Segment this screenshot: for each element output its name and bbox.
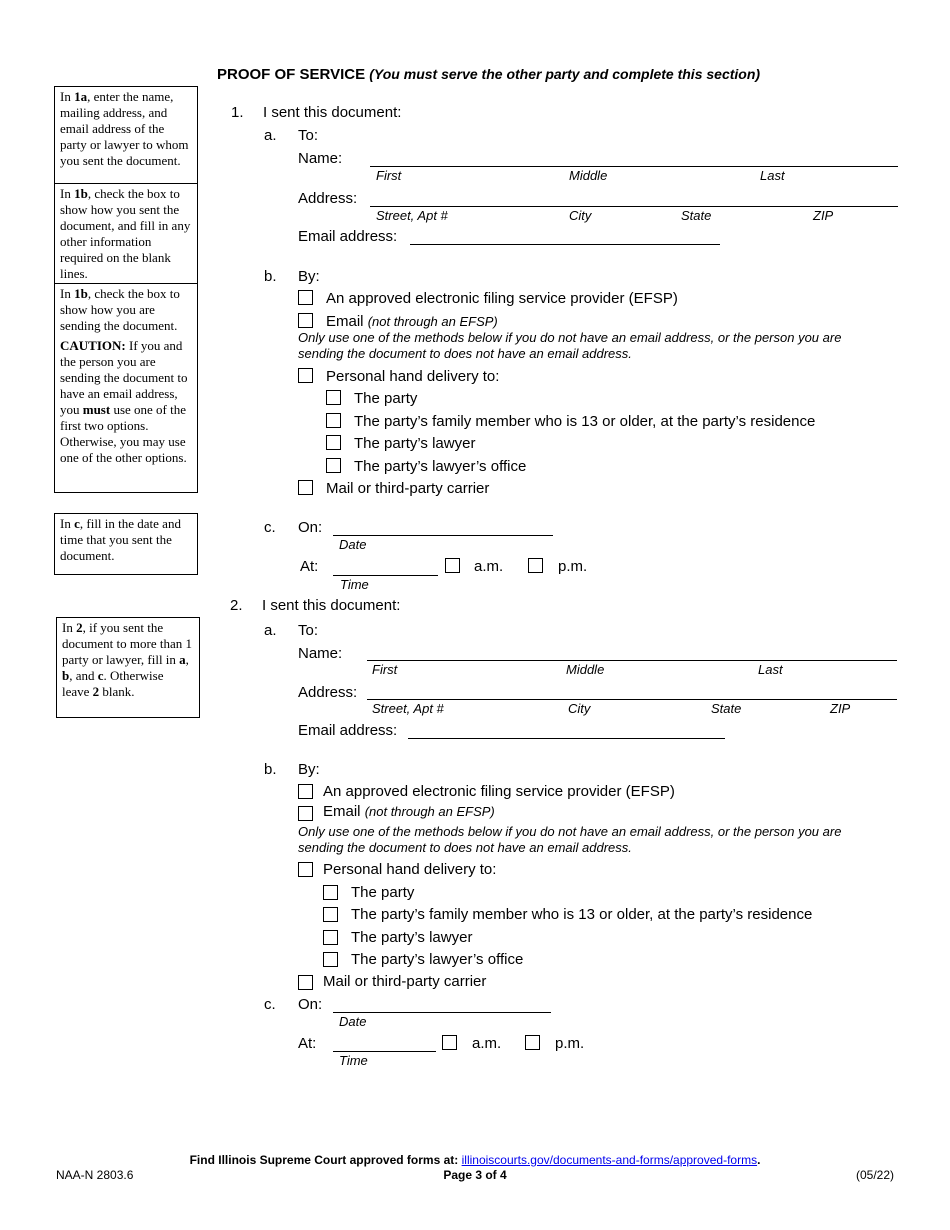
lawyer-office-label-2: The party’s lawyer’s office bbox=[351, 951, 524, 968]
by-label: By: bbox=[298, 268, 320, 285]
last-caption: Last bbox=[760, 168, 785, 183]
time-input[interactable] bbox=[333, 575, 438, 576]
time-input-2[interactable] bbox=[333, 1051, 436, 1052]
party-lawyer-checkbox-2[interactable] bbox=[323, 930, 338, 945]
only-use-note: Only use one of the methods below if you do not have an email address, or the person you are sending the document to does not have an email address. bbox=[298, 330, 842, 361]
am-checkbox[interactable] bbox=[445, 558, 460, 573]
last-caption-2: Last bbox=[758, 662, 783, 677]
am-label: a.m. bbox=[474, 558, 504, 575]
efsp-checkbox-2[interactable] bbox=[298, 784, 313, 799]
personal-delivery-checkbox-2[interactable] bbox=[298, 862, 313, 877]
family-member-checkbox[interactable] bbox=[326, 413, 341, 428]
instruction-1a: In 1a, enter the name, mailing address, and email address of the party or lawyer to whom you sent the document. bbox=[55, 87, 197, 184]
city-caption-2: City bbox=[568, 701, 591, 716]
date-caption-2: Date bbox=[339, 1014, 367, 1029]
name-label-2: Name: bbox=[298, 645, 343, 662]
section-1a-label: a. bbox=[264, 127, 277, 144]
email-address-label-2: Email address: bbox=[298, 722, 398, 739]
at-label-2: At: bbox=[298, 1035, 317, 1052]
personal-delivery-label: Personal hand delivery to: bbox=[326, 368, 500, 385]
instruction-1b-caution: In 1b, check the box to show how you are sending the document. CAUTION: If you and the person you are sending the document to have an email address, you must use one of the first two options. Otherwise, you may use one of the other options. bbox=[60, 286, 188, 465]
name-label: Name: bbox=[298, 150, 343, 167]
the-party-checkbox-2[interactable] bbox=[323, 885, 338, 900]
street-caption: Street, Apt # bbox=[376, 208, 448, 223]
lawyer-office-checkbox[interactable] bbox=[326, 458, 341, 473]
section-1-lead: I sent this document: bbox=[263, 104, 402, 121]
mail-label-2: Mail or third-party carrier bbox=[323, 973, 487, 990]
email-option-label-2: Email (not through an EFSP) bbox=[323, 803, 495, 820]
email-checkbox[interactable] bbox=[298, 313, 313, 328]
form-id: NAA-N 2803.6 bbox=[56, 1168, 134, 1182]
section-2a-label: a. bbox=[264, 622, 277, 639]
am-label-2: a.m. bbox=[472, 1035, 502, 1052]
by-label-2: By: bbox=[298, 761, 320, 778]
state-caption: State bbox=[681, 208, 712, 223]
date-caption: Date bbox=[339, 537, 367, 552]
first-caption: First bbox=[376, 168, 402, 183]
proof-of-service-subtitle: (You must serve the other party and complete this section) bbox=[369, 66, 761, 82]
page-title bbox=[217, 66, 760, 83]
efsp-checkbox[interactable] bbox=[298, 290, 313, 305]
time-caption-2: Time bbox=[339, 1053, 368, 1068]
section-2c-label: c. bbox=[264, 996, 276, 1013]
am-checkbox-2[interactable] bbox=[442, 1035, 457, 1050]
pm-label-2: p.m. bbox=[555, 1035, 585, 1052]
the-party-checkbox[interactable] bbox=[326, 390, 341, 405]
to-label-2: To: bbox=[298, 622, 319, 639]
address-label-2: Address: bbox=[298, 684, 358, 701]
party-lawyer-label: The party’s lawyer bbox=[354, 435, 476, 452]
mail-checkbox-2[interactable] bbox=[298, 975, 313, 990]
address-input-2[interactable] bbox=[367, 699, 897, 700]
mail-label: Mail or third-party carrier bbox=[326, 480, 490, 497]
email-address-input-2[interactable] bbox=[408, 738, 725, 739]
email-address-label: Email address: bbox=[298, 228, 398, 245]
state-caption-2: State bbox=[711, 701, 742, 716]
instructions-box-2: In 2, if you sent the document to more than 1 party or lawyer, fill in a, b, and c. Otherwise leave 2 blank. bbox=[56, 617, 200, 718]
zip-caption: ZIP bbox=[813, 208, 834, 223]
the-party-label: The party bbox=[354, 390, 418, 407]
name-input[interactable] bbox=[370, 166, 898, 167]
section-1-number: 1. bbox=[231, 104, 244, 121]
first-caption-2: First bbox=[372, 662, 398, 677]
pm-label: p.m. bbox=[558, 558, 588, 575]
instructions-box-1 bbox=[54, 86, 198, 493]
section-2-lead: I sent this document: bbox=[262, 597, 401, 614]
section-1c-label: c. bbox=[264, 519, 276, 536]
party-lawyer-label-2: The party’s lawyer bbox=[351, 929, 473, 946]
instructions-box-c: In c, fill in the date and time that you sent the document. bbox=[54, 513, 198, 575]
pm-checkbox[interactable] bbox=[528, 558, 543, 573]
efsp-label-2: An approved electronic filing service provider (EFSP) bbox=[323, 783, 675, 800]
email-checkbox-2[interactable] bbox=[298, 806, 313, 821]
section-1b-label: b. bbox=[264, 268, 277, 285]
date-input-2[interactable] bbox=[333, 1012, 551, 1013]
page-number: Page 3 of 4 bbox=[443, 1168, 507, 1182]
at-label: At: bbox=[300, 558, 319, 575]
family-member-label-2: The party’s family member who is 13 or older, at the party’s residence bbox=[351, 906, 813, 923]
family-member-label: The party’s family member who is 13 or older, at the party’s residence bbox=[354, 413, 816, 430]
middle-caption-2: Middle bbox=[566, 662, 605, 677]
lawyer-office-checkbox-2[interactable] bbox=[323, 952, 338, 967]
email-option-label: Email (not through an EFSP) bbox=[326, 313, 498, 330]
personal-delivery-checkbox[interactable] bbox=[298, 368, 313, 383]
date-input[interactable] bbox=[333, 535, 553, 536]
city-caption: City bbox=[569, 208, 592, 223]
caution-label: CAUTION: bbox=[60, 338, 126, 353]
revision-date: (05/22) bbox=[855, 1168, 894, 1182]
address-label: Address: bbox=[298, 190, 358, 207]
middle-caption: Middle bbox=[569, 168, 608, 183]
proof-of-service-title: PROOF OF SERVICE bbox=[217, 66, 366, 83]
street-caption-2: Street, Apt # bbox=[372, 701, 444, 716]
only-use-note-2: Only use one of the methods below if you do not have an email address, or the person you are sending the document to does not have an email address. bbox=[298, 824, 842, 855]
email-address-input[interactable] bbox=[410, 244, 720, 245]
section-2-number: 2. bbox=[230, 597, 243, 614]
pm-checkbox-2[interactable] bbox=[525, 1035, 540, 1050]
address-input[interactable] bbox=[370, 206, 898, 207]
approved-forms-link[interactable]: illinoiscourts.gov/documents-and-forms/approved-forms bbox=[461, 1153, 758, 1167]
personal-delivery-label-2: Personal hand delivery to: bbox=[323, 861, 497, 878]
to-label: To: bbox=[298, 127, 319, 144]
on-label-2: On: bbox=[298, 996, 323, 1013]
instruction-1b: In 1b, check the box to show how you sent the document, and fill in any other information required on the blank lines. bbox=[55, 184, 197, 284]
name-input-2[interactable] bbox=[367, 660, 897, 661]
party-lawyer-checkbox[interactable] bbox=[326, 435, 341, 450]
family-member-checkbox-2[interactable] bbox=[323, 907, 338, 922]
mail-checkbox[interactable] bbox=[298, 480, 313, 495]
on-label: On: bbox=[298, 519, 323, 536]
the-party-label-2: The party bbox=[351, 884, 415, 901]
footer-find-forms: Find Illinois Supreme Court approved forms at: illinoiscourts.gov/documents-and-forms/approved-forms. bbox=[189, 1153, 761, 1167]
efsp-label: An approved electronic filing service provider (EFSP) bbox=[326, 290, 678, 307]
zip-caption-2: ZIP bbox=[830, 701, 851, 716]
lawyer-office-label: The party’s lawyer’s office bbox=[354, 458, 527, 475]
section-2b-label: b. bbox=[264, 761, 277, 778]
time-caption: Time bbox=[340, 577, 369, 592]
